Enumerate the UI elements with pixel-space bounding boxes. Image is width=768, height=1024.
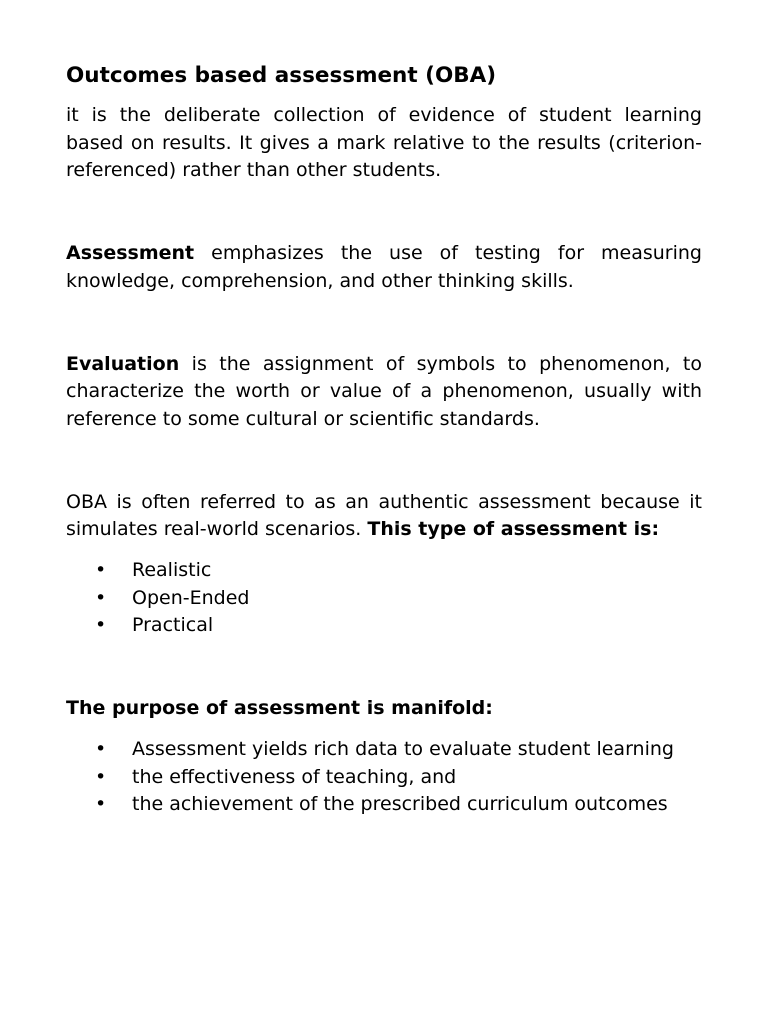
list-item	[66, 557, 702, 585]
list-item	[66, 736, 702, 764]
evaluation-paragraph	[66, 351, 702, 434]
authentic-text: OBA is often referred to as an authentic assessment because it simulates real-world scenarios.	[66, 490, 702, 541]
assessment-paragraph	[66, 240, 702, 295]
bullet-icon: •	[95, 793, 107, 816]
list-item	[66, 791, 702, 819]
assessment-definition: emphasizes the use of testing for measuring knowledge, comprehension, and other thinking skills.	[66, 242, 702, 292]
document-title: Outcomes based assessment (OBA)	[66, 63, 497, 88]
list-item-label: Practical	[132, 614, 214, 637]
bullet-icon: •	[95, 765, 107, 788]
document-page	[66, 58, 702, 819]
purpose-list	[66, 736, 702, 819]
purpose-heading: The purpose of assessment is manifold:	[66, 697, 493, 720]
bullet-icon: •	[95, 737, 107, 760]
intro-paragraph: it is the deliberate collection of evidence of student learning based on results. It gives a mark relative to the results (criterion-referenced) rather than other students.	[66, 104, 702, 182]
evaluation-term: Evaluation	[66, 352, 180, 375]
list-item	[66, 585, 702, 613]
list-item-label: the achievement of the prescribed curriculum outcomes	[132, 793, 668, 816]
list-item-label: Open-Ended	[132, 586, 250, 609]
assessment-type-list	[66, 557, 702, 640]
list-item-label: Assessment yields rich data to evaluate student learning	[132, 737, 674, 760]
assessment-term: Assessment	[66, 242, 195, 265]
list-item	[66, 612, 702, 640]
evaluation-definition: is the assignment of symbols to phenomenon, to characterize the worth or value of a phenomenon, usually with reference to some cultural or scientific standards.	[66, 352, 702, 430]
authentic-paragraph	[66, 489, 702, 544]
list-item-label: Realistic	[132, 559, 212, 582]
list-item	[66, 764, 702, 792]
authentic-bold-text: This type of assessment is:	[367, 518, 660, 541]
bullet-icon: •	[95, 614, 107, 637]
list-item-label: the effectiveness of teaching, and	[132, 765, 457, 788]
bullet-icon: •	[95, 559, 107, 582]
bullet-icon: •	[95, 586, 107, 609]
